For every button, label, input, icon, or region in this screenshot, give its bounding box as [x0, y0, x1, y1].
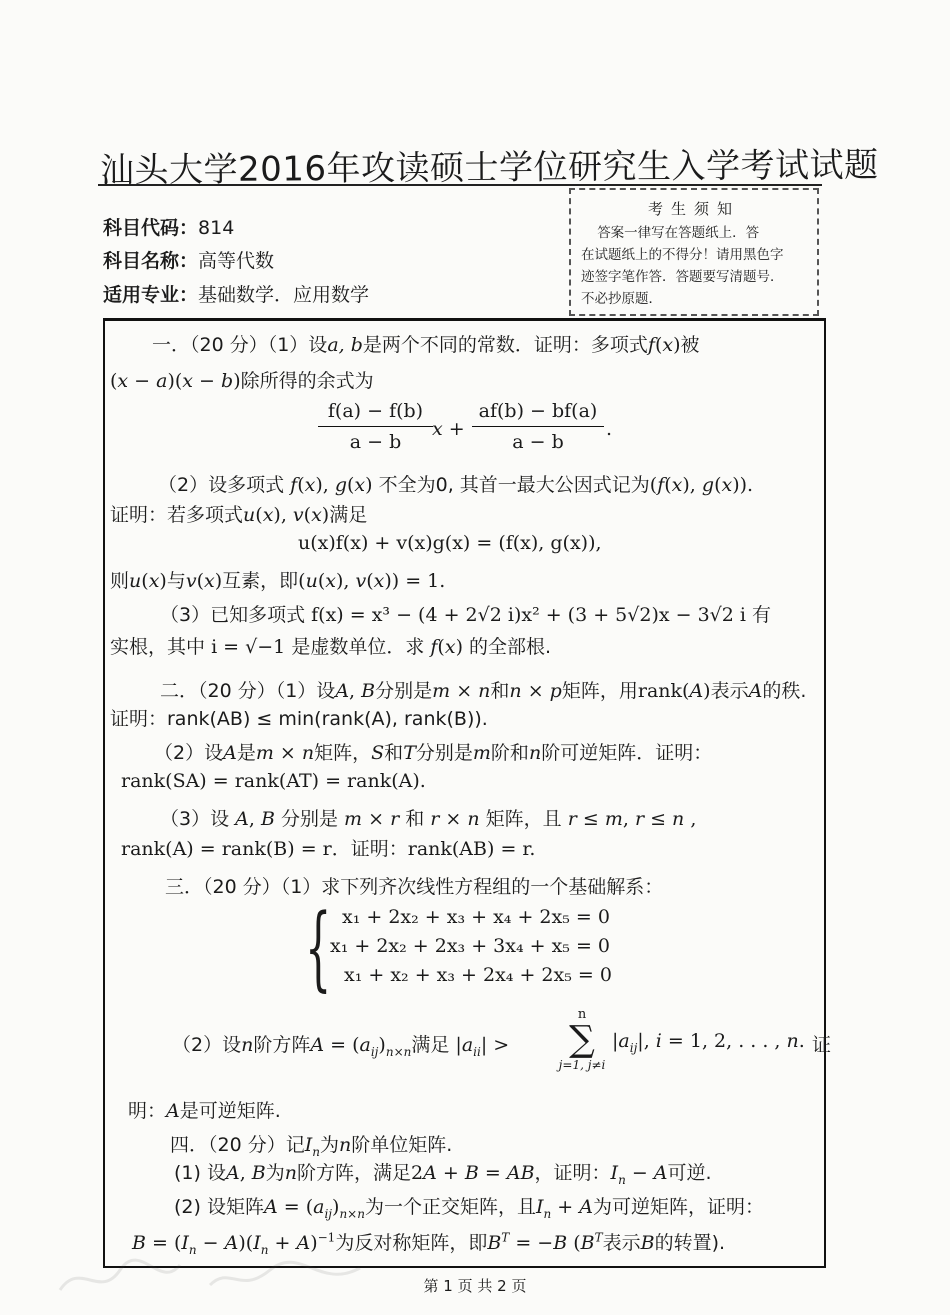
q1-fraction-2: af(b) − bf(a) a − b	[472, 400, 604, 453]
q2-part3-line1: （3）设 A, B 分别是 m × r 和 r × n 矩阵，且 r ≤ m, r ≤ n ,	[160, 808, 697, 830]
exam-title: 汕头大学2016年攻读硕士学位研究生入学考试试题	[99, 145, 879, 191]
q3-equation-2: x₁ + 2x₂ + 2x₃ + 3x₄ + x₅ = 0	[330, 935, 611, 957]
q2-part2-line2: rank(SA) = rank(AT) = rank(A).	[121, 770, 426, 792]
q3-part2-line2: 明：A是可逆矩阵.	[128, 1100, 281, 1122]
applicable-majors: 适用专业：基础数学．应用数学	[103, 284, 370, 306]
q4-part1: (1) 设A, B为n阶方阵，满足2A + B = AB，证明：$I_n - A$可逆.	[174, 1162, 712, 1187]
q1-part3-line1: （3）已知多项式 f(x) = x³ − (4 + 2√2 i)x² + (3 + 5√2)x − 3√2 i 有	[160, 604, 772, 626]
question-frame	[103, 318, 826, 1268]
q1-fraction-1: f(a) − f(b) a − b	[318, 400, 433, 453]
notice-title: 考生须知	[647, 200, 740, 218]
notice-line: 答案一律写在答题纸上．答	[597, 225, 760, 241]
q1-part2-line2: 证明：若多项式u(x), v(x)满足	[110, 504, 368, 526]
q1-line2: (x − a)(x − b)除所得的余式为	[110, 370, 374, 392]
q4-part2-line2: $B = (I_n - A)(I_n + A)^{-1}$为反对称矩阵，即$B^T = -B$ ($B^T$表示B的转置).	[132, 1230, 726, 1257]
notice-line: 迹签字笔作答．答题要写清题号．	[581, 269, 784, 285]
q1-part2-line3: 则u(x)与v(x)互素，即(u(x), v(x)) = 1.	[110, 570, 446, 592]
q3-line1: 三．（20 分）（1）求下列齐次线性方程组的一个基础解系：	[165, 876, 664, 898]
q3-equation-1: x₁ + 2x₂ + x₃ + x₄ + 2x₅ = 0	[342, 906, 610, 928]
exam-notice-box	[569, 188, 819, 316]
q1-part2-line1: （2）设多项式 f(x), g(x) 不全为0, 其首一最大公因式记为(f(x), g(x)).	[158, 474, 754, 496]
subject-code: 科目代码：814	[103, 217, 235, 239]
page-footer: 第 1 页 共 2 页	[423, 1277, 527, 1295]
q2-part3-line2: rank(A) = rank(B) = r．证明：rank(AB) = r.	[121, 838, 536, 860]
notice-line: 不必抄原题．	[581, 291, 662, 307]
q2-line2: 证明：rank(AB) ≤ min(rank(A), rank(B)).	[110, 708, 488, 730]
q2-line1: 二．（20 分）（1）设A, B分别是m × n和n × p矩阵，用rank(A)表示A的秩.	[160, 680, 807, 702]
q3-part2-condition: $|a_{ij}|$, i = 1, 2, . . . , n.	[612, 1030, 805, 1055]
q3-summation: n ∑ j=1, j≠i	[558, 1007, 606, 1072]
subject-name: 科目名称：高等代数	[103, 250, 275, 272]
q1-part2-equation: u(x)f(x) + v(x)g(x) = (f(x), g(x)),	[298, 532, 602, 554]
q1-part3-line2: 实根，其中 i = √−1 是虚数单位．求 f(x) 的全部根.	[110, 636, 552, 658]
q1-plus: x +	[432, 418, 465, 440]
q2-part2-line1: （2）设A是m × n矩阵，S和T分别是m阶和n阶可逆矩阵．证明：	[154, 742, 713, 764]
q1-line1: 一．（20 分）（1）设a, b是两个不同的常数．证明：多项式f(x)被	[152, 334, 700, 356]
q1-period: .	[606, 418, 613, 440]
q4-line1: 四．（20 分）记$I_n$为n阶单位矩阵.	[170, 1134, 453, 1159]
q3-system-brace: {	[305, 894, 332, 1001]
q3-part2-zheng: 证	[812, 1034, 832, 1056]
notice-line: 在试题纸上的不得分！请用黑色字	[581, 247, 784, 263]
q3-part2-line1: （2）设n阶方阵$A = (a_{ij})_{n\times n}$满足 $|a_{ii}|$ >	[172, 1034, 510, 1059]
q4-part2-line1: (2) 设矩阵$A = (a_{ij})_{n\times n}$为一个正交矩阵，且$I_n + A$为可逆矩阵，证明：	[174, 1196, 764, 1221]
q3-equation-3: x₁ + x₂ + x₃ + 2x₄ + 2x₅ = 0	[344, 964, 612, 986]
title-underline	[98, 184, 822, 186]
